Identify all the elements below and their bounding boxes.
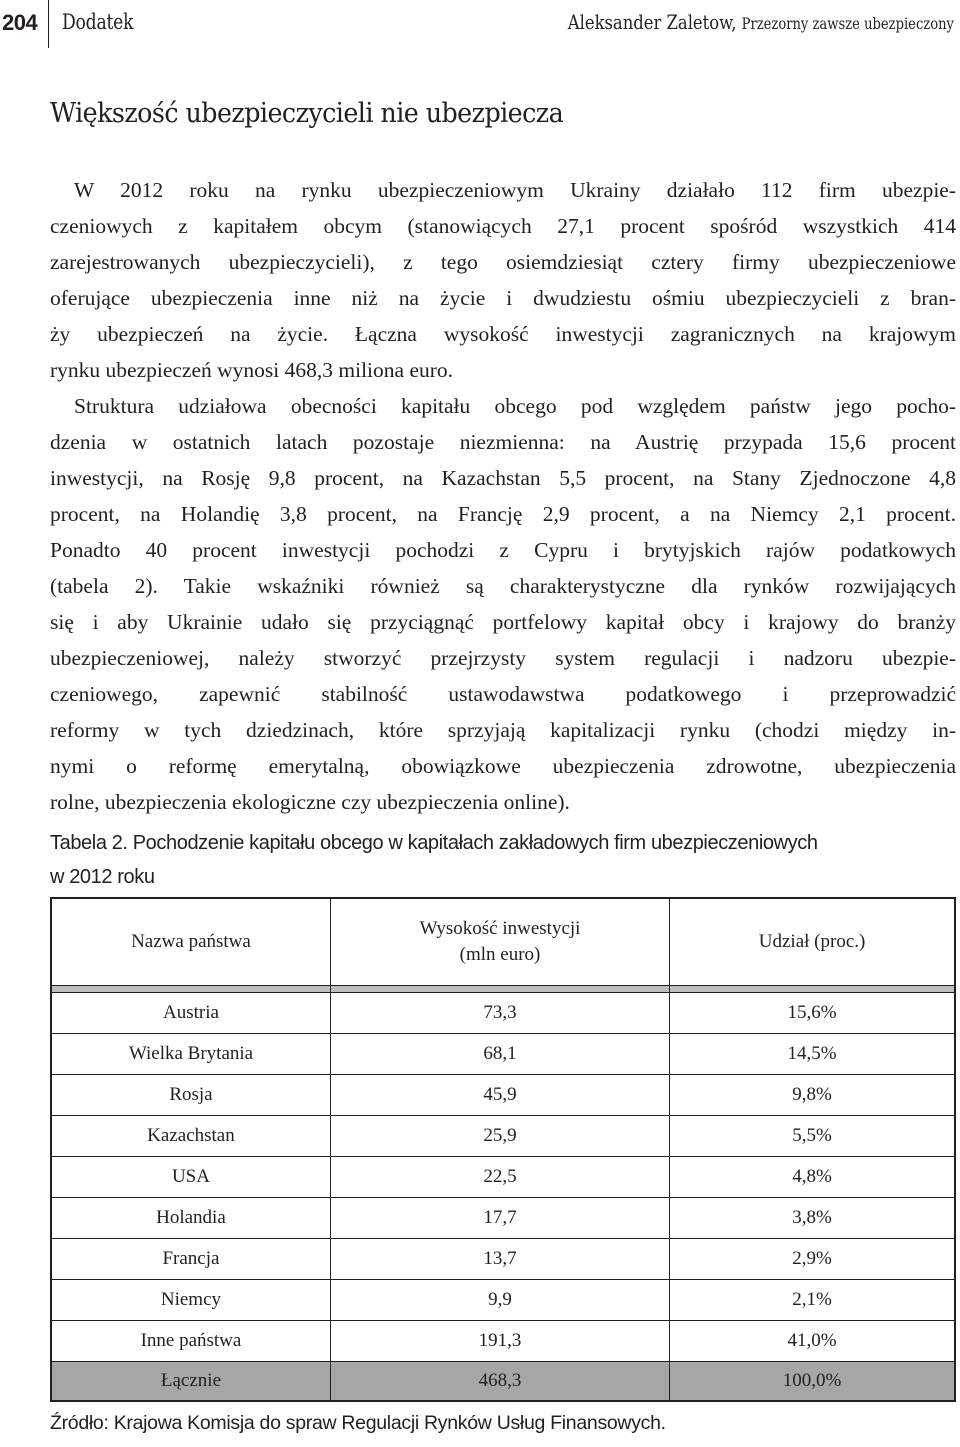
investment-table [50, 897, 956, 1402]
cell-total-share: 100,0% [670, 1362, 955, 1402]
text-line: ży ubezpieczeń na życie. Łączna wysokość inwestycji zagranicznych na krajowym [50, 322, 956, 346]
cell-country: Austria [51, 993, 330, 1034]
table-caption-line: w 2012 roku [50, 866, 155, 888]
text-line: zarejestrowanych ubezpieczycieli), z tego osiemdziesiąt cztery firmy ubezpieczeniowe [50, 250, 956, 274]
table-row [51, 1280, 955, 1321]
cell-share: 3,8% [670, 1198, 955, 1239]
table-row [51, 1075, 955, 1116]
cell-country: Holandia [51, 1198, 330, 1239]
cell-share: 9,8% [670, 1075, 955, 1116]
table-caption [50, 826, 960, 894]
cell-country: USA [51, 1157, 330, 1198]
header-investment [330, 898, 669, 986]
header-country: Nazwa państwa [51, 898, 330, 986]
cell-total-investment: 468,3 [330, 1362, 669, 1402]
table-source: Źródło: Krajowa Komisja do spraw Regulacji Rynków Usług Finansowych. [50, 1412, 666, 1434]
cell-share: 2,1% [670, 1280, 955, 1321]
cell-share: 15,6% [670, 993, 955, 1034]
text-line: procent, na Holandię 3,8 procent, na Francję 2,9 procent, a na Niemcy 2,1 procent. [50, 502, 956, 526]
cell-country: Inne państwa [51, 1321, 330, 1362]
cell-investment: 68,1 [330, 1034, 669, 1075]
cell-total-label: Łącznie [51, 1362, 330, 1402]
text-line: (tabela 2). Takie wskaźniki również są charakterystyczne dla rynków rozwijających [50, 574, 956, 598]
table-row [51, 1157, 955, 1198]
cell-share: 5,5% [670, 1116, 955, 1157]
book-title: Przezorny zawsze ubezpieczony [741, 14, 954, 33]
cell-investment: 9,9 [330, 1280, 669, 1321]
table-caption-line: Tabela 2. Pochodzenie kapitału obcego w kapitałach zakładowych firm ubezpieczeniowych [50, 832, 818, 854]
cell-investment: 13,7 [330, 1239, 669, 1280]
table-header-row [51, 898, 955, 986]
text-line: rolne, ubezpieczenia ekologiczne czy ubezpieczenia online). [50, 790, 570, 814]
cell-country: Rosja [51, 1075, 330, 1116]
table-row [51, 1239, 955, 1280]
table-row [51, 1198, 955, 1239]
cell-investment: 22,5 [330, 1157, 669, 1198]
header-share: Udział (proc.) [670, 898, 955, 986]
cell-investment: 25,9 [330, 1116, 669, 1157]
text-line: oferujące ubezpieczenia inne niż na życie i dwudziestu ośmiu ubezpieczycieli z bran- [50, 286, 956, 310]
text-line: się i aby Ukrainie udało się przyciągnąć portfelowy kapitał obcy i krajowy do branży [50, 610, 956, 634]
cell-country: Francja [51, 1239, 330, 1280]
cell-investment: 73,3 [330, 993, 669, 1034]
article-title: Większość ubezpieczycieli nie ubezpiecza [50, 98, 564, 129]
author-name: Aleksander Zaletow, [567, 10, 737, 34]
header-divider [48, 0, 49, 48]
text-line: W 2012 roku na rynku ubezpieczeniowym Ukrainy działało 112 firm ubezpie- [74, 178, 956, 202]
table-row [51, 1034, 955, 1075]
table-row [51, 1116, 955, 1157]
text-line: nymi o reformę emerytalną, obowiązkowe ubezpieczenia zdrowotne, ubezpieczenia [50, 754, 956, 778]
table-row [51, 1321, 955, 1362]
text-line: czeniowego, zapewnić stabilność ustawodawstwa podatkowego i przeprowadzić [50, 682, 956, 706]
cell-share: 14,5% [670, 1034, 955, 1075]
text-line: czeniowych z kapitałem obcym (stanowiących 27,1 procent spośród wszystkich 414 [50, 214, 956, 238]
cell-investment: 191,3 [330, 1321, 669, 1362]
cell-country: Niemcy [51, 1280, 330, 1321]
cell-investment: 45,9 [330, 1075, 669, 1116]
text-line: ubezpieczeniowej, należy stworzyć przejrzysty system regulacji i nadzoru ubezpie- [50, 646, 956, 670]
cell-investment: 17,7 [330, 1198, 669, 1239]
header-separator [51, 986, 955, 993]
header-investment-line2: (mln euro) [459, 944, 541, 965]
header-investment-line1: Wysokość inwestycji [419, 918, 581, 939]
page-header [0, 0, 960, 50]
text-line: Ponadto 40 procent inwestycji pochodzi z Cypru i brytyjskich rajów podatkowych [50, 538, 956, 562]
text-line: rynku ubezpieczeń wynosi 468,3 miliona euro. [50, 358, 454, 382]
running-header [568, 10, 954, 34]
cell-share: 4,8% [670, 1157, 955, 1198]
section-title: Dodatek [62, 10, 134, 34]
text-line: reformy w tych dziedzinach, które sprzyjają kapitalizacji rynku (chodzi między in- [50, 718, 956, 742]
cell-country: Wielka Brytania [51, 1034, 330, 1075]
article-body [50, 172, 956, 820]
cell-share: 2,9% [670, 1239, 955, 1280]
page-number: 204 [2, 10, 38, 35]
text-line: Struktura udziałowa obecności kapitału obcego pod względem państw jego pocho- [74, 394, 956, 418]
cell-share: 41,0% [670, 1321, 955, 1362]
table-row [51, 993, 955, 1034]
table-total-row [51, 1362, 955, 1402]
text-line: inwestycji, na Rosję 9,8 procent, na Kazachstan 5,5 procent, na Stany Zjednoczone 4,8 [50, 466, 956, 490]
cell-country: Kazachstan [51, 1116, 330, 1157]
text-line: dzenia w ostatnich latach pozostaje niezmienna: na Austrię przypada 15,6 procent [50, 430, 956, 454]
